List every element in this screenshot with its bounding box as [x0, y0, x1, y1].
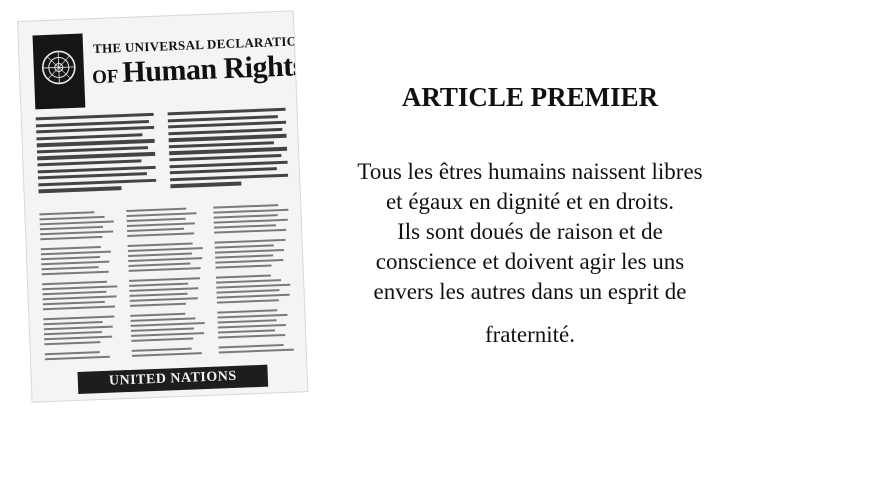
article-line: et égaux en dignité et en droits. — [385, 189, 675, 214]
poster-heading-line1: THE UNIVERSAL DECLARATION — [92, 32, 308, 57]
preamble-column-right — [168, 108, 289, 198]
preamble-column-left — [36, 113, 157, 203]
emblem-block — [33, 34, 86, 110]
article-line: envers les autres dans un esprit de — [373, 279, 687, 304]
poster-heading-line2 — [91, 49, 304, 91]
articles-column-3 — [213, 204, 295, 357]
articles-column-1 — [39, 210, 121, 363]
poster-header — [33, 26, 308, 113]
poster-heading-of: OF — [91, 66, 119, 89]
poster-preamble — [36, 108, 289, 204]
udhr-poster-image — [18, 11, 307, 401]
poster-articles — [39, 204, 295, 363]
article-line: Ils sont doués de raison et de — [397, 219, 663, 244]
article-title: ARTICLE PREMIER — [401, 82, 659, 112]
poster-footer: UNITED NATIONS — [77, 365, 268, 394]
article-line: Tous les êtres humains naissent libres — [357, 159, 703, 184]
article-body — [300, 157, 760, 350]
poster-heading-main: Human Rights — [121, 49, 305, 90]
articles-column-2 — [126, 207, 208, 360]
un-emblem-icon — [39, 48, 78, 87]
article-line: fraternité. — [484, 322, 576, 347]
article-line: conscience et doivent agir les uns — [375, 249, 685, 274]
